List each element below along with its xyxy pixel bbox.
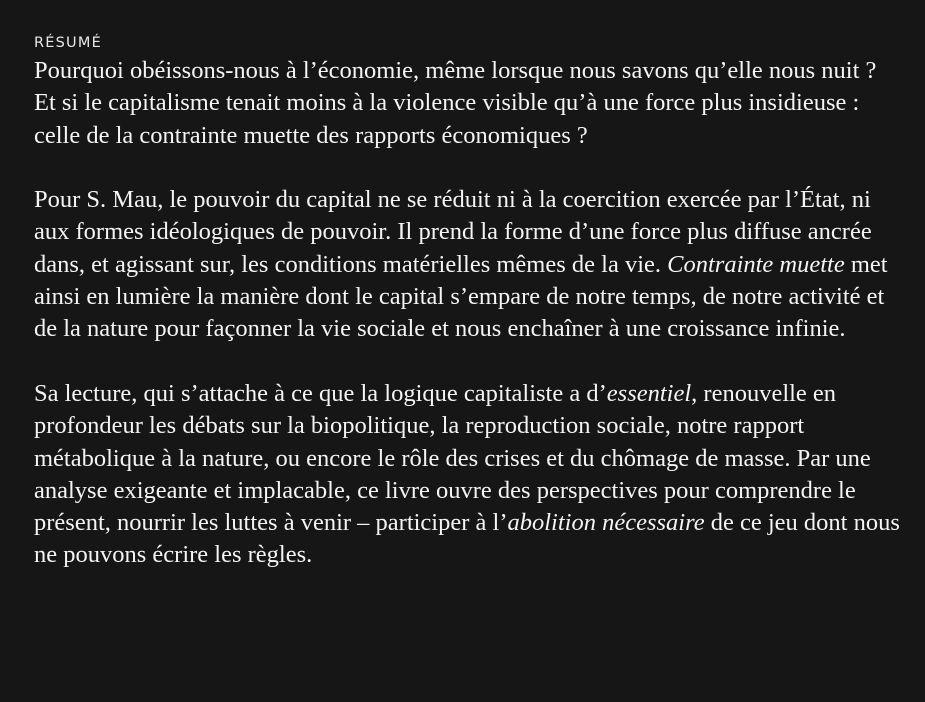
paragraph-3-text-end: de ce jeu dont nous ne pouvons écrire les règles. [34, 509, 900, 569]
essentiel-italic: essentiel [606, 379, 692, 407]
abolition-italic: abolition nécessaire [507, 509, 705, 537]
summary-paragraph-3 [34, 378, 904, 572]
paragraph-3-text-middle: , renouvelle en profondeur les débats sur la biopolitique, la reproduction sociale, notre rapport métabolique à la nature, ou encore le rôle des crises et du chômage de masse. Par une analyse exigeante et implacable, ce livre ouvre des perspectives pour comprendre le présent, nourrir les luttes à venir – participer à l’ [34, 379, 871, 537]
paragraph-2-text-start: Pour S. Mau, le pouvoir du capital ne se réduit ni à la coercition exercée par l’État, ni aux formes idéologiques de pouvoir. Il prend la forme d’une force plus diffuse ancrée dans, et agissant sur, les conditions matérielles mêmes de la vie. [34, 186, 872, 278]
summary-paragraph-2 [34, 184, 904, 345]
book-title-italic: Contrainte muette [667, 250, 845, 278]
paragraph-spacer [34, 346, 904, 378]
summary-paragraph-1: Pourquoi obéissons-nous à l’économie, même lorsque nous savons qu’elle nous nuit ? Et si le capitalisme tenait moins à la violence visible qu’à une force plus insidieuse : celle de la contrainte muette des rapports économiques ? [34, 57, 877, 149]
summary-section [34, 34, 904, 572]
paragraph-spacer [34, 152, 904, 184]
summary-label: RÉSUMÉ [34, 35, 102, 51]
paragraph-2-text-end: met ainsi en lumière la manière dont le capital s’empare de notre temps, de notre activité et de la nature pour façonner la vie sociale et nous enchaîner à une croissance infinie. [34, 250, 888, 343]
paragraph-3-text-start: Sa lecture, qui s’attache à ce que la logique capitaliste a d’ [34, 379, 607, 407]
